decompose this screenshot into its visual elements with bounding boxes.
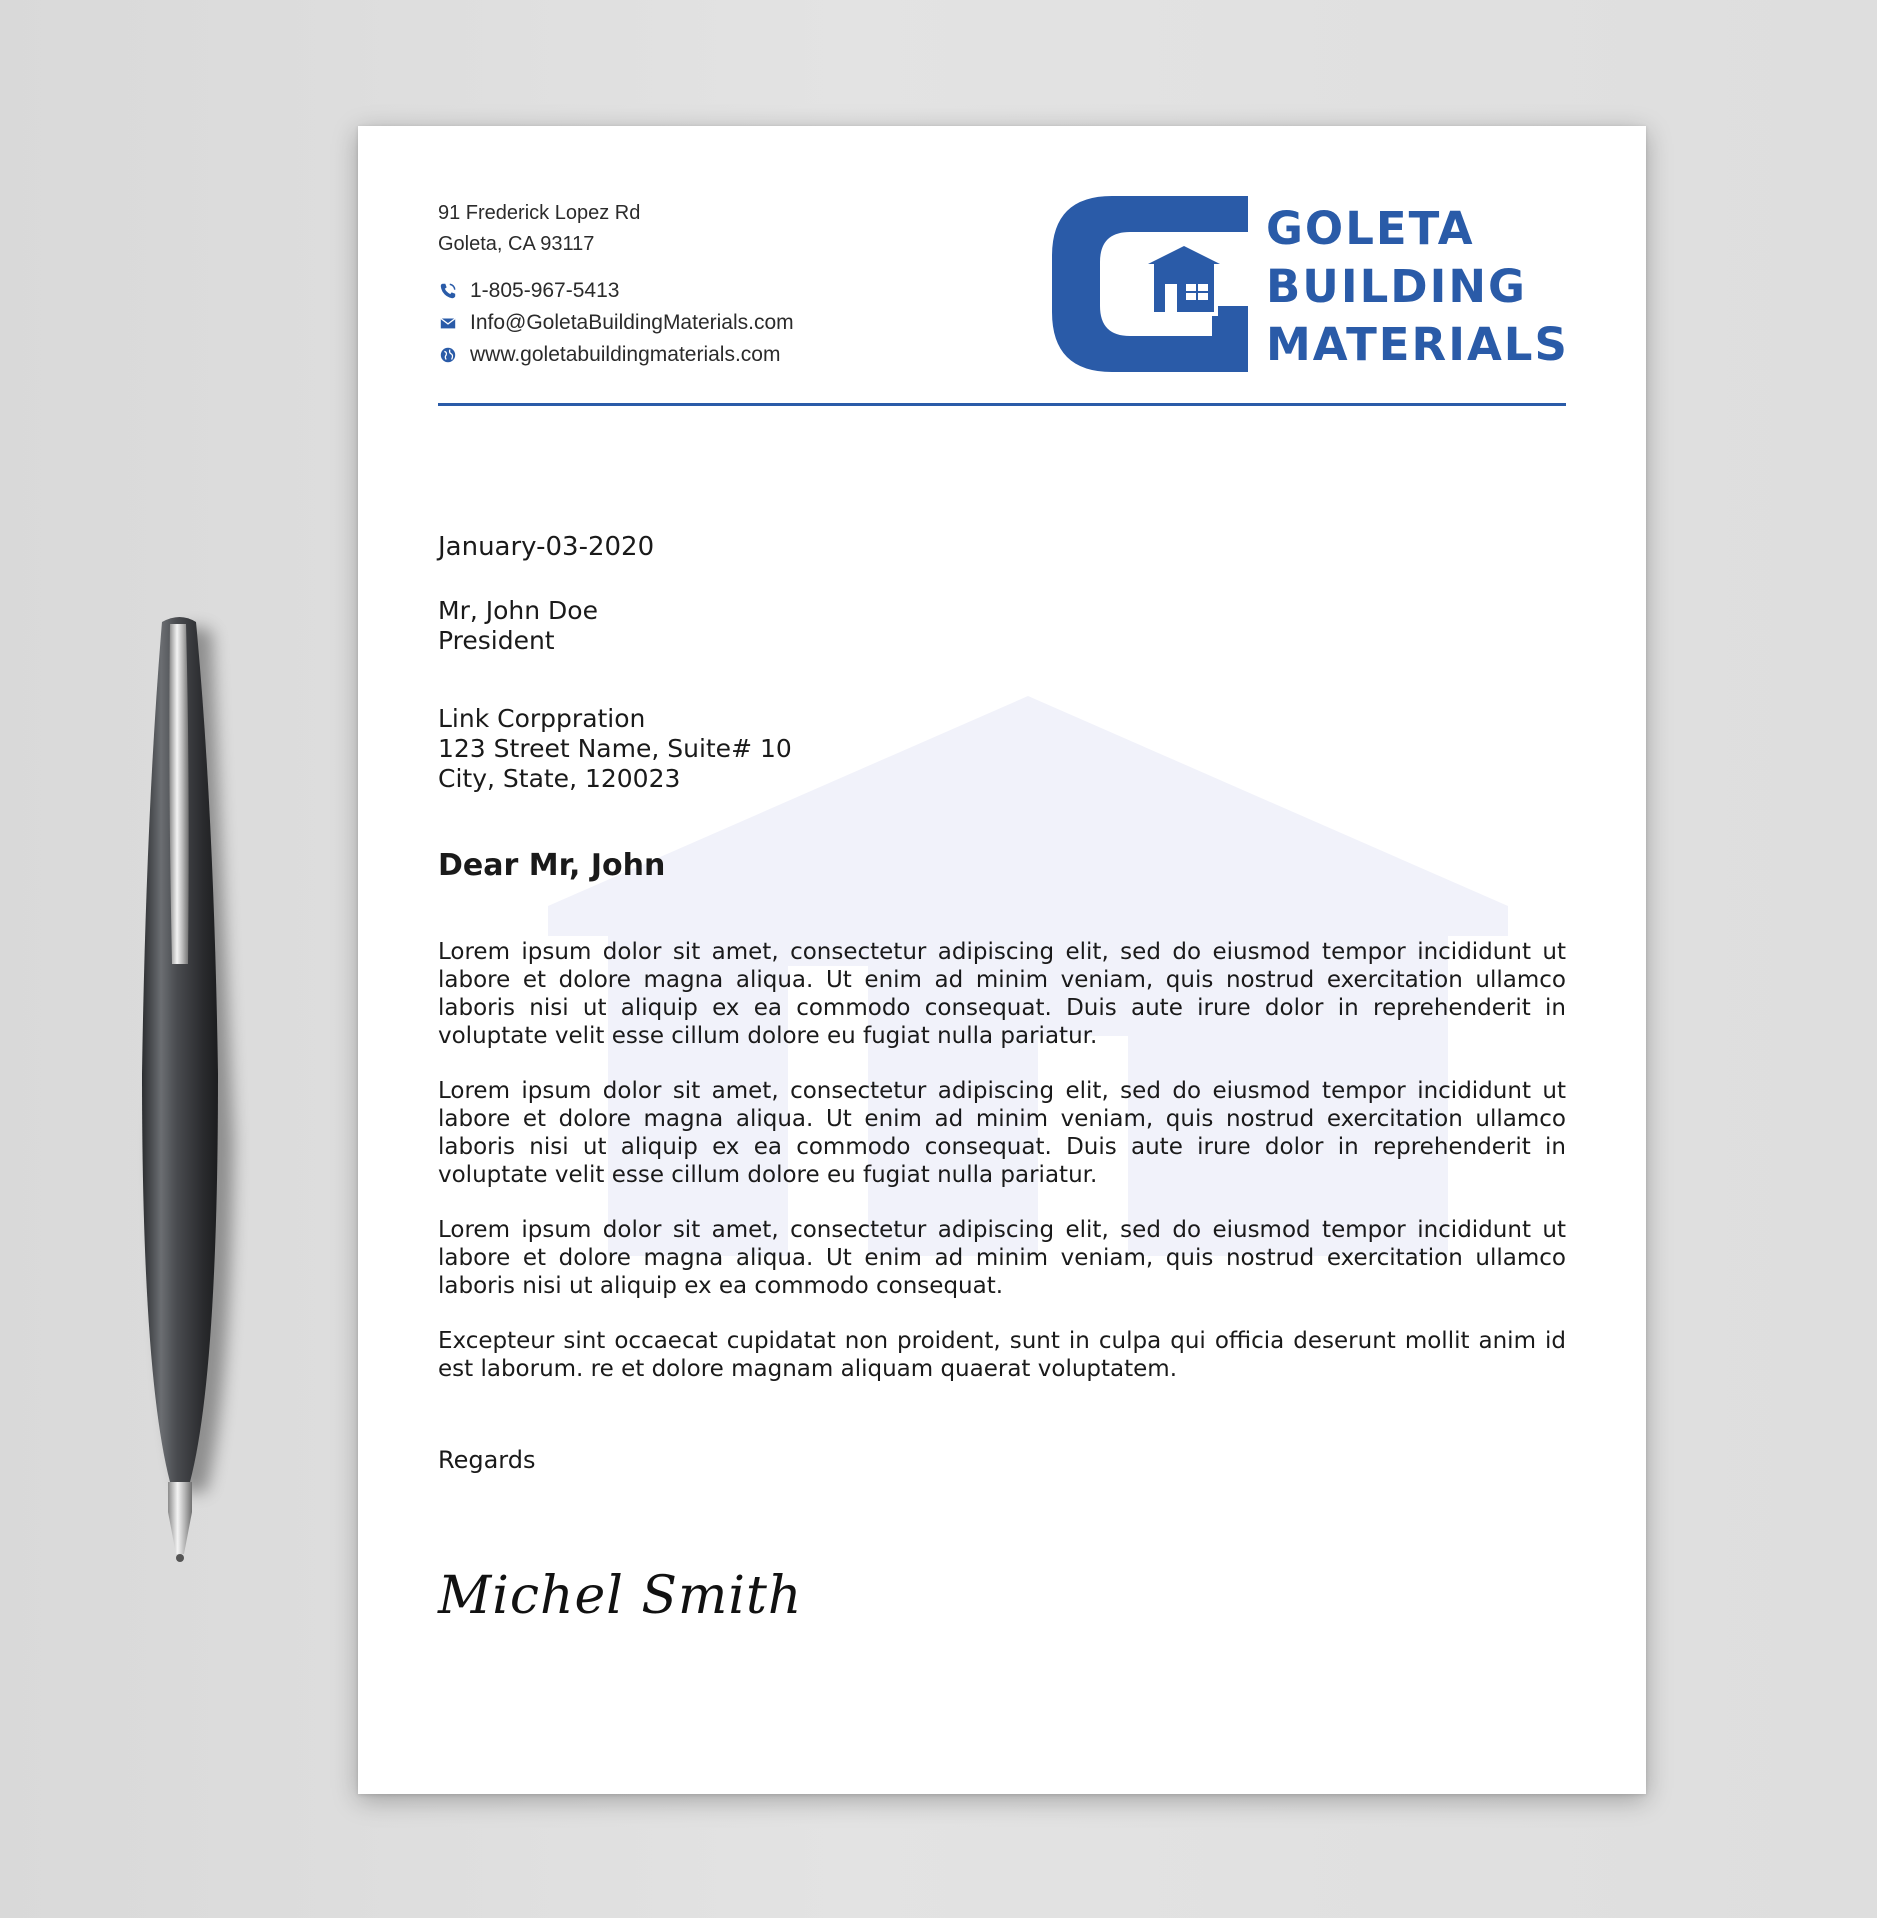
- contact-email: [438, 307, 794, 339]
- website-url[interactable]: www.goletabuildingmaterials.com: [470, 343, 781, 366]
- contact-phone: [438, 275, 794, 307]
- recipient-name: Mr, John Doe: [438, 596, 598, 625]
- pen: [134, 614, 226, 1570]
- salutation: Dear Mr, John: [438, 848, 666, 883]
- body-paragraph-1: Lorem ipsum dolor sit amet, consectetur adipiscing elit, sed do eiusmod tempor incididunt ut labore et dolore magna aliqua. Ut enim ad minim veniam, quis nostrud exercitation ullamco laboris nisi ut aliquip ex ea commodo consequat. Duis aute irure dolor in reprehenderit in voluptate velit esse cillum dolore eu fugiat nulla pariatur.: [438, 939, 1566, 1049]
- contact-list: [438, 275, 794, 371]
- logo-house-g-mark: [1052, 196, 1248, 372]
- closing: Regards: [438, 1446, 536, 1474]
- logo-line-3: MATERIALS: [1266, 318, 1569, 371]
- phone-number[interactable]: 1-805-967-5413: [470, 279, 620, 302]
- logo-line-2: BUILDING: [1266, 260, 1527, 313]
- contact-website: [438, 339, 794, 371]
- letter-paper: [358, 126, 1646, 1794]
- company-logo: [1052, 196, 1576, 372]
- recipient-title: President: [438, 626, 555, 655]
- logo-wordmark: [1266, 200, 1569, 374]
- signature: Michel Smith: [438, 1566, 803, 1626]
- recipient-block: [438, 596, 1566, 656]
- body-paragraph-3: Lorem ipsum dolor sit amet, consectetur adipiscing elit, sed do eiusmod tempor incididunt ut labore et dolore magna aliqua. Ut enim ad minim veniam, quis nostrud exercitation ullamco laboris nisi ut aliquip ex ea commodo consequat.: [438, 1217, 1566, 1299]
- logo-line-1: GOLETA: [1266, 202, 1475, 255]
- email-address[interactable]: Info@GoletaBuildingMaterials.com: [470, 311, 794, 334]
- address-line-2: Goleta, CA 93117: [438, 233, 595, 255]
- company-street: 123 Street Name, Suite# 10: [438, 734, 792, 763]
- company-city: City, State, 120023: [438, 764, 681, 793]
- letter-date: January-03-2020: [438, 532, 655, 562]
- company-address-block: [438, 704, 1566, 794]
- letter-body: [438, 938, 1566, 1410]
- pen-illustration: [134, 614, 226, 1570]
- globe-icon: [438, 345, 458, 365]
- header-divider: [438, 403, 1566, 406]
- body-paragraph-2: Lorem ipsum dolor sit amet, consectetur adipiscing elit, sed do eiusmod tempor incididunt ut labore et dolore magna aliqua. Ut enim ad minim veniam, quis nostrud exercitation ullamco laboris nisi ut aliquip ex ea commodo consequat. Duis aute irure dolor in reprehenderit in voluptate velit esse cillum dolore eu fugiat nulla pariatur.: [438, 1078, 1566, 1188]
- sender-address: [438, 198, 640, 260]
- body-paragraph-4: Excepteur sint occaecat cupidatat non proident, sunt in culpa qui officia deserunt mollit anim id est laborum. re et dolore magnam aliquam quaerat voluptatem.: [438, 1328, 1566, 1382]
- company-name: Link Corppration: [438, 704, 646, 733]
- address-line-1: 91 Frederick Lopez Rd: [438, 202, 641, 224]
- envelope-icon: [438, 313, 458, 333]
- phone-icon: [438, 281, 458, 301]
